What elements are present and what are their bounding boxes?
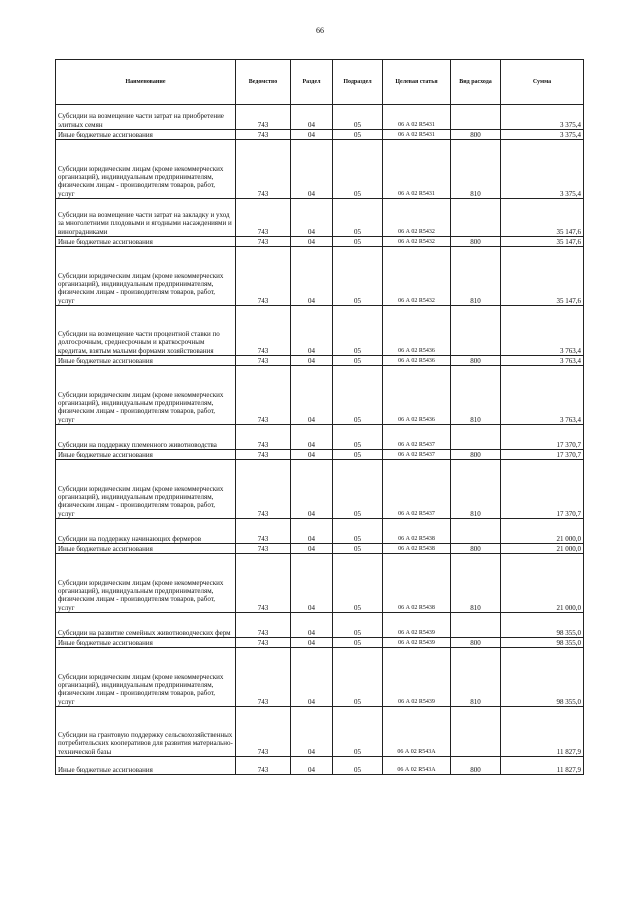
row-subsection: 05: [333, 648, 383, 707]
table-row: [56, 425, 584, 450]
row-subsection: 05: [333, 366, 383, 425]
row-section: 04: [291, 460, 333, 519]
row-section: 04: [291, 519, 333, 544]
header-row: [56, 60, 584, 105]
row-dept: 743: [236, 544, 291, 554]
row-sum: 21 000,0: [501, 544, 584, 554]
row-subsection: 05: [333, 757, 383, 775]
row-dept: 743: [236, 460, 291, 519]
row-dept: 743: [236, 306, 291, 356]
row-section: 04: [291, 306, 333, 356]
row-target: 06 А 02 R5432: [383, 199, 451, 237]
header-name: Наименование: [56, 60, 236, 105]
row-dept: 743: [236, 707, 291, 757]
row-target: 06 А 02 R5437: [383, 450, 451, 460]
row-kind: 810: [451, 460, 501, 519]
row-section: 04: [291, 247, 333, 306]
row-dept: 743: [236, 130, 291, 140]
row-kind: 800: [451, 757, 501, 775]
row-kind: [451, 425, 501, 450]
row-section: 04: [291, 544, 333, 554]
row-dept: 743: [236, 425, 291, 450]
table-row: [56, 519, 584, 544]
table-row: [56, 237, 584, 247]
row-sum: 11 827,9: [501, 757, 584, 775]
row-dept: 743: [236, 366, 291, 425]
row-name: Иные бюджетные ассигнования: [56, 638, 236, 648]
table-row: [56, 306, 584, 356]
row-kind: [451, 707, 501, 757]
row-target: 06 А 02 R5431: [383, 140, 451, 199]
row-subsection: 05: [333, 237, 383, 247]
row-sum: 35 147,6: [501, 199, 584, 237]
row-name: Субсидии на грантовую поддержку сельскохозяйственных потребительских кооперативов для развития материально-технической базы: [56, 707, 236, 757]
header-section: Раздел: [291, 60, 333, 105]
row-kind: 810: [451, 366, 501, 425]
header-dept: Ведомство: [236, 60, 291, 105]
row-kind: [451, 105, 501, 130]
row-sum: 35 147,6: [501, 237, 584, 247]
table-row: [56, 366, 584, 425]
row-section: 04: [291, 425, 333, 450]
table-body: [56, 105, 584, 775]
table-row: [56, 544, 584, 554]
table-row: [56, 130, 584, 140]
row-subsection: 05: [333, 460, 383, 519]
row-dept: 743: [236, 356, 291, 366]
row-section: 04: [291, 613, 333, 638]
row-section: 04: [291, 237, 333, 247]
row-subsection: 05: [333, 140, 383, 199]
row-sum: 3 375,4: [501, 140, 584, 199]
row-section: 04: [291, 638, 333, 648]
row-subsection: 05: [333, 356, 383, 366]
row-dept: 743: [236, 519, 291, 544]
row-sum: 3 375,4: [501, 105, 584, 130]
table-row: [56, 450, 584, 460]
row-kind: 800: [451, 638, 501, 648]
row-dept: 743: [236, 105, 291, 130]
table-row: [56, 648, 584, 707]
row-dept: 743: [236, 247, 291, 306]
row-name: Субсидии на поддержку начинающих фермеров: [56, 519, 236, 544]
table-row: [56, 140, 584, 199]
row-name: Иные бюджетные ассигнования: [56, 450, 236, 460]
row-kind: [451, 199, 501, 237]
row-sum: 21 000,0: [501, 519, 584, 544]
row-subsection: 05: [333, 544, 383, 554]
row-sum: 11 827,9: [501, 707, 584, 757]
table-row: [56, 247, 584, 306]
row-subsection: 05: [333, 105, 383, 130]
row-name: Иные бюджетные ассигнования: [56, 237, 236, 247]
row-dept: 743: [236, 237, 291, 247]
row-name: Субсидии на возмещение части затрат на закладку и уход за многолетними плодовыми и ягодными насаждениями и виноградниками: [56, 199, 236, 237]
row-sum: 35 147,6: [501, 247, 584, 306]
row-section: 04: [291, 450, 333, 460]
row-section: 04: [291, 648, 333, 707]
row-section: 04: [291, 366, 333, 425]
row-subsection: 05: [333, 450, 383, 460]
row-subsection: 05: [333, 519, 383, 544]
table-row: [56, 638, 584, 648]
row-subsection: 05: [333, 199, 383, 237]
row-target: 06 А 02 R5431: [383, 130, 451, 140]
table-row: [56, 554, 584, 613]
row-section: 04: [291, 707, 333, 757]
table-row: [56, 105, 584, 130]
row-dept: 743: [236, 638, 291, 648]
row-subsection: 05: [333, 613, 383, 638]
row-subsection: 05: [333, 638, 383, 648]
row-target: 06 А 02 R5436: [383, 366, 451, 425]
row-sum: 21 000,0: [501, 554, 584, 613]
header-sum: Сумма: [501, 60, 584, 105]
row-kind: 810: [451, 554, 501, 613]
header-kind: Вид расхода: [451, 60, 501, 105]
row-sum: 3 763,4: [501, 366, 584, 425]
row-kind: 800: [451, 130, 501, 140]
row-sum: 3 763,4: [501, 306, 584, 356]
row-target: 06 А 02 R5437: [383, 425, 451, 450]
row-sum: 17 370,7: [501, 425, 584, 450]
table-row: [56, 613, 584, 638]
row-section: 04: [291, 130, 333, 140]
row-kind: 800: [451, 237, 501, 247]
row-target: 06 А 02 R5438: [383, 519, 451, 544]
row-target: 06 А 02 R5431: [383, 105, 451, 130]
row-dept: 743: [236, 554, 291, 613]
row-kind: [451, 519, 501, 544]
table-row: [56, 356, 584, 366]
row-name: Субсидии юридическим лицам (кроме некоммерческих организаций), индивидуальным предпринимателям, физическим лицам - производителям товаров, работ, услуг: [56, 366, 236, 425]
row-name: Субсидии юридическим лицам (кроме некоммерческих организаций), индивидуальным предпринимателям, физическим лицам - производителям товаров, работ, услуг: [56, 554, 236, 613]
header-target: Целевая статья: [383, 60, 451, 105]
row-name: Иные бюджетные ассигнования: [56, 757, 236, 775]
row-sum: 3 375,4: [501, 130, 584, 140]
row-name: Субсидии на возмещение части процентной ставки по долгосрочным, среднесрочным и краткосрочным кредитам, взятым малыми формами хозяйствования: [56, 306, 236, 356]
row-name: Иные бюджетные ассигнования: [56, 544, 236, 554]
row-sum: 3 763,4: [501, 356, 584, 366]
row-section: 04: [291, 105, 333, 130]
row-target: 06 А 02 R5432: [383, 247, 451, 306]
row-kind: 810: [451, 140, 501, 199]
table-row: [56, 199, 584, 237]
row-kind: 810: [451, 247, 501, 306]
row-kind: 800: [451, 450, 501, 460]
row-name: Субсидии на развитие семейных животноводческих ферм: [56, 613, 236, 638]
row-section: 04: [291, 356, 333, 366]
row-name: Субсидии на возмещение части затрат на приобретение элитных семян: [56, 105, 236, 130]
table-row: [56, 707, 584, 757]
row-target: 06 А 02 R5439: [383, 638, 451, 648]
row-subsection: 05: [333, 554, 383, 613]
row-subsection: 05: [333, 247, 383, 306]
row-kind: [451, 306, 501, 356]
row-sum: 17 370,7: [501, 460, 584, 519]
row-name: Иные бюджетные ассигнования: [56, 356, 236, 366]
row-target: 06 А 02 R5439: [383, 613, 451, 638]
row-kind: 800: [451, 544, 501, 554]
row-name: Субсидии юридическим лицам (кроме некоммерческих организаций), индивидуальным предпринимателям, физическим лицам - производителям товаров, работ, услуг: [56, 460, 236, 519]
row-dept: 743: [236, 199, 291, 237]
row-name: Субсидии юридическим лицам (кроме некоммерческих организаций), индивидуальным предпринимателям, физическим лицам - производителям товаров, работ, услуг: [56, 140, 236, 199]
row-subsection: 05: [333, 306, 383, 356]
row-name: Иные бюджетные ассигнования: [56, 130, 236, 140]
row-sum: 98 355,0: [501, 613, 584, 638]
row-sum: 98 355,0: [501, 648, 584, 707]
row-target: 06 А 02 R5432: [383, 237, 451, 247]
row-subsection: 05: [333, 130, 383, 140]
row-target: 06 А 02 R5438: [383, 554, 451, 613]
row-dept: 743: [236, 648, 291, 707]
row-subsection: 05: [333, 425, 383, 450]
row-section: 04: [291, 140, 333, 199]
row-subsection: 05: [333, 707, 383, 757]
row-section: 04: [291, 199, 333, 237]
row-kind: [451, 613, 501, 638]
row-name: Субсидии юридическим лицам (кроме некоммерческих организаций), индивидуальным предпринимателям, физическим лицам - производителям товаров, работ, услуг: [56, 247, 236, 306]
budget-table: [55, 59, 584, 775]
page-number: 66: [316, 26, 324, 35]
row-target: 06 А 02 R543А: [383, 757, 451, 775]
table-row: [56, 460, 584, 519]
row-section: 04: [291, 554, 333, 613]
row-target: 06 А 02 R5439: [383, 648, 451, 707]
row-dept: 743: [236, 757, 291, 775]
table-row: [56, 757, 584, 775]
row-target: 06 А 02 R5436: [383, 356, 451, 366]
row-target: 06 А 02 R5436: [383, 306, 451, 356]
row-dept: 743: [236, 140, 291, 199]
row-name: Субсидии юридическим лицам (кроме некоммерческих организаций), индивидуальным предпринимателям, физическим лицам - производителям товаров, работ, услуг: [56, 648, 236, 707]
row-section: 04: [291, 757, 333, 775]
row-target: 06 А 02 R5437: [383, 460, 451, 519]
row-sum: 98 355,0: [501, 638, 584, 648]
row-dept: 743: [236, 450, 291, 460]
row-target: 06 А 02 R5438: [383, 544, 451, 554]
header-subsection: Подраздел: [333, 60, 383, 105]
row-sum: 17 370,7: [501, 450, 584, 460]
row-name: Субсидии на поддержку племенного животноводства: [56, 425, 236, 450]
row-kind: 810: [451, 648, 501, 707]
row-dept: 743: [236, 613, 291, 638]
row-target: 06 А 02 R543А: [383, 707, 451, 757]
row-kind: 800: [451, 356, 501, 366]
